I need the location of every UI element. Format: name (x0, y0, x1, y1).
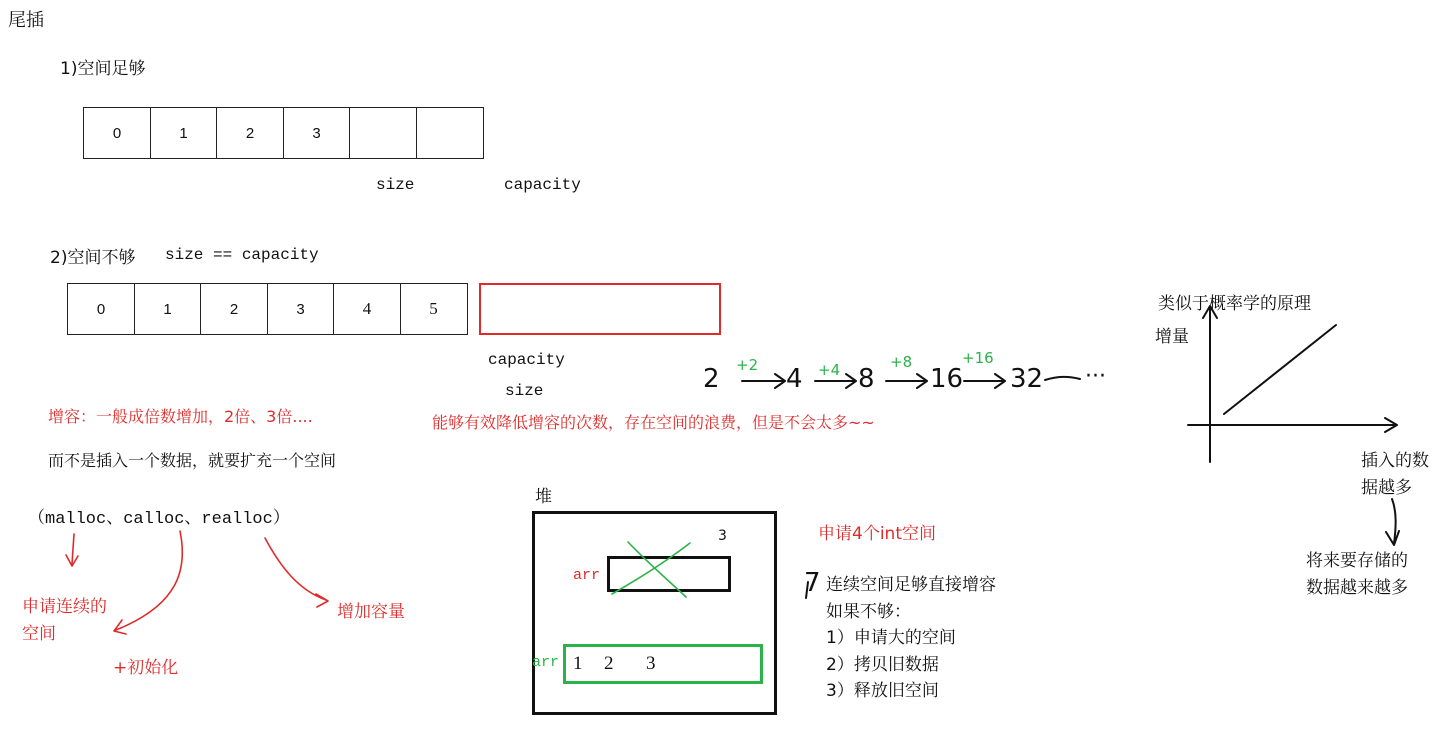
calloc-note: +初始化 (113, 658, 179, 678)
graph-trend-line (1224, 325, 1336, 414)
arr-new-value: 3 (646, 653, 656, 674)
realloc-arrow (265, 538, 328, 607)
malloc-note-line1: 申请连续的 (22, 597, 107, 617)
case2-condition: size == capacity (165, 246, 319, 264)
request-note: 申请4个int空间 (818, 524, 936, 544)
graph-title: 类似于概率学的原理 (1158, 294, 1311, 314)
case2-capacity-label: capacity (488, 351, 565, 369)
seq-value: 4 (786, 364, 803, 394)
seq-increment: +16 (962, 349, 994, 367)
steps-line: 如果不够： (826, 602, 911, 622)
heap-label: 堆 (535, 487, 552, 507)
arr-new-label: arr (532, 654, 560, 671)
cell-value: 2 (245, 124, 255, 142)
graph-x-axis (1188, 418, 1397, 432)
seq-arrow (964, 374, 1005, 388)
steps-line: 1）申请大的空间 (826, 628, 956, 648)
arr-old-note: 3 (718, 528, 727, 544)
arr-old-label: arr (573, 567, 601, 584)
seq-ellipsis: ··· (1085, 364, 1106, 389)
case2-label: 2)空间不够 (50, 248, 136, 268)
graph-xlabel-line2: 据越多 (1361, 478, 1412, 498)
cell-value: 2 (229, 300, 239, 318)
case1-size-label: size (376, 176, 415, 194)
steps-bracket (806, 582, 808, 598)
cross-stroke (628, 542, 686, 597)
arr-new-value: 2 (604, 653, 614, 674)
graph-xlabel-line1: 插入的数 (1361, 451, 1429, 471)
alloc-functions: （malloc、calloc、realloc） (28, 510, 290, 529)
growth-note: 增容：一般成倍数增加，2倍、3倍.... (48, 407, 313, 426)
cell-value: 5 (419, 295, 448, 323)
seq-increment: +2 (736, 356, 759, 374)
graph-y-axis (1203, 306, 1217, 462)
steps-line: 3）释放旧空间 (826, 681, 939, 701)
arr-new-value: 1 (573, 653, 583, 674)
seq-value: 8 (858, 364, 875, 394)
realloc-note: 增加容量 (337, 602, 405, 622)
seq-increment: +8 (890, 353, 913, 371)
seq-arrow (815, 374, 856, 388)
cell-value: 0 (96, 300, 106, 318)
seq-dash (1045, 377, 1080, 380)
case1-capacity-label: capacity (504, 176, 581, 194)
case1-label: 1)空间足够 (60, 59, 146, 79)
seq-arrow (742, 374, 785, 388)
seq-value: 2 (703, 364, 720, 394)
seq-value: 16 (930, 364, 964, 394)
seq-value: 32 (1010, 364, 1044, 394)
cell-value: 4 (353, 295, 382, 323)
cell-value: 0 (112, 124, 122, 142)
seq-increment: +4 (818, 361, 841, 379)
cell-value: 1 (179, 124, 188, 142)
steps-line: 2）拷贝旧数据 (826, 655, 939, 675)
cross-stroke (612, 543, 690, 594)
case2-size-label: size (505, 382, 544, 400)
growth-not-each: 而不是插入一个数据，就要扩充一个空间 (48, 451, 337, 470)
cell-value: 3 (312, 124, 321, 142)
cell-value: 1 (163, 300, 172, 318)
seq-arrow (886, 374, 927, 388)
page-title: 尾插 (8, 10, 44, 31)
graph-ylabel: 增量 (1155, 327, 1189, 347)
steps-mark: 7 (804, 568, 821, 598)
calloc-arrow (114, 531, 182, 634)
malloc-arrow (66, 534, 78, 566)
conclusion-arrow (1386, 499, 1399, 545)
malloc-note-line2: 空间 (22, 624, 56, 644)
graph-conclusion-line1: 将来要存储的 (1306, 551, 1408, 571)
growth-benefit: 能够有效降低增容的次数，存在空间的浪费，但是不会太多~~ (432, 413, 875, 432)
graph-conclusion-line2: 数据越来越多 (1306, 578, 1408, 598)
steps-line: 连续空间足够直接增容 (826, 575, 996, 595)
cell-value: 3 (296, 300, 305, 318)
